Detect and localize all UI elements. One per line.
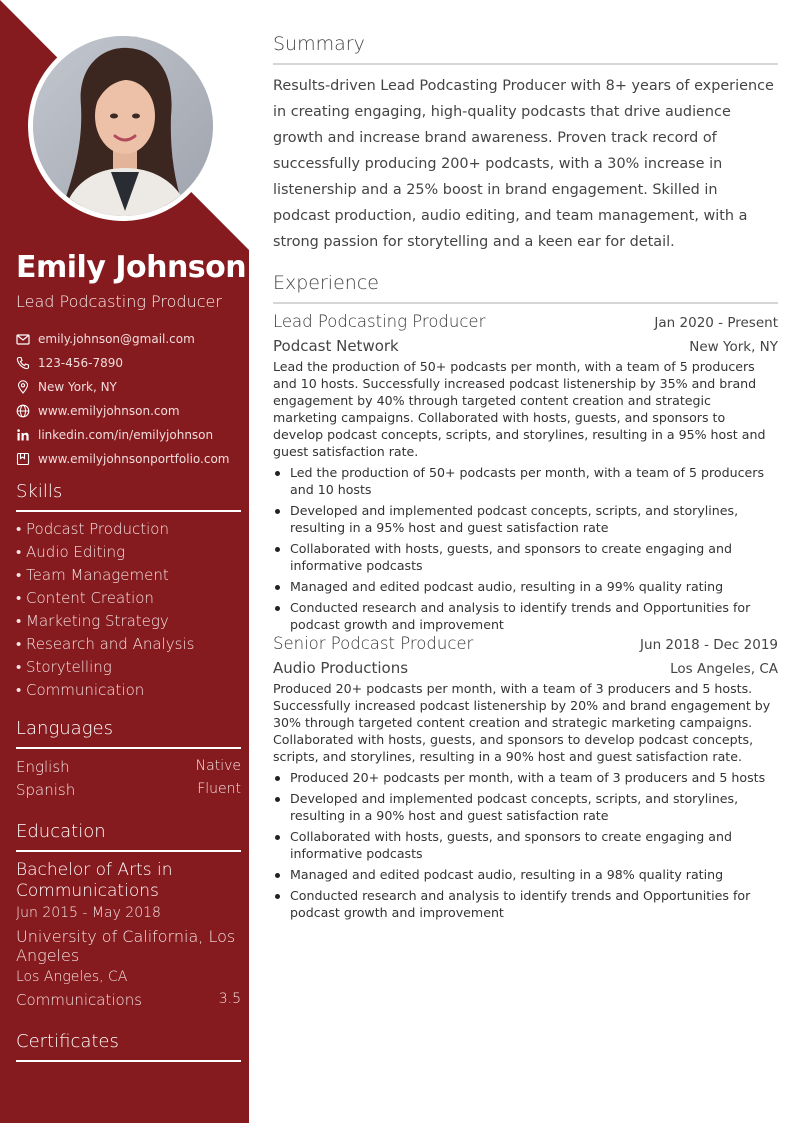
contact-phone-text: 123-456-7890 [38, 356, 124, 370]
job-bullet: Conducted research and analysis to identify trends and Opportunities for podcast growth and improvement [273, 599, 778, 633]
contact-email[interactable] [16, 327, 241, 351]
profile-photo-frame [28, 31, 218, 221]
language-level: Fluent [197, 781, 241, 797]
summary-heading: Summary [273, 33, 778, 65]
contact-location-text: New York, NY [38, 380, 117, 394]
contact-location [16, 375, 241, 399]
language-level: Native [195, 758, 241, 774]
job-bullets [273, 464, 778, 633]
job-location: Los Angeles, CA [670, 661, 778, 677]
skill-item: • Podcast Production [16, 520, 241, 543]
job-description: Lead the production of 50+ podcasts per month, with a team of 5 producers and 10 hosts. Successfully increased podcast listenership by 35% and brand engagement by 40% through targeted content creation and strategic marketing campaigns. Collaborated with hosts, guests, and sponsors to develop podcast concepts, scripts, and storylines, resulting in a 95% host and guest satisfaction rate. [273, 359, 766, 459]
phone-icon [16, 356, 30, 370]
contact-portfolio-text: www.emilyjohnsonportfolio.com [38, 452, 230, 466]
experience-entry [273, 312, 778, 637]
job-bullet: Led the production of 50+ podcasts per month, with a team of 5 producers and 10 hosts [273, 464, 778, 498]
job-bullet: Produced 20+ podcasts per month, with a team of 3 producers and 5 hosts [273, 769, 778, 786]
job-bullet: Managed and edited podcast audio, resulting in a 98% quality rating [273, 866, 778, 883]
skill-item: • Team Management [16, 566, 241, 589]
job-bullets [273, 769, 778, 921]
profile-photo [33, 36, 213, 216]
contact-website[interactable] [16, 399, 241, 423]
sidebar [0, 0, 249, 1123]
certificates-heading: Certificates [16, 1031, 241, 1062]
language-row [16, 781, 241, 799]
language-name: English [16, 758, 70, 776]
email-icon [16, 332, 30, 346]
education-location: Los Angeles, CA [16, 969, 128, 985]
experience-heading: Experience [273, 272, 778, 304]
contact-linkedin-text: linkedin.com/in/emilyjohnson [38, 428, 214, 442]
education-field-row [16, 991, 241, 1009]
skill-item: • Content Creation [16, 589, 241, 612]
education-degree: Bachelor of Arts in Communications [16, 860, 173, 901]
job-bullet: Conducted research and analysis to identify trends and Opportunities for podcast growth and improvement [273, 887, 778, 921]
contact-phone[interactable] [16, 351, 241, 375]
job-bullet: Developed and implemented podcast concepts, scripts, and storylines, resulting in a 95% host and guest satisfaction rate [273, 502, 778, 536]
skill-item: • Communication [16, 681, 241, 704]
skills-list [16, 520, 241, 704]
summary-text: Results-driven Lead Podcasting Producer with 8+ years of experience in creating engaging, high-quality podcasts that drive audience growth and increase brand awareness. Proven track record of successfully producing 200+ podcasts, with a 30% increase in listenership and a 25% boost in brand engagement. Skilled in podcast production, audio editing, and team management, with a strong passion for storytelling and a keen ear for detail. [273, 78, 774, 250]
skill-item: • Storytelling [16, 658, 241, 681]
job-dates: Jan 2020 - Present [654, 315, 778, 331]
candidate-name: Emily Johnson [16, 250, 247, 285]
job-title: Senior Podcast Producer [273, 634, 474, 653]
job-bullet: Collaborated with hosts, guests, and sponsors to create engaging and informative podcasts [273, 540, 778, 574]
contact-website-text: www.emilyjohnson.com [38, 404, 180, 418]
skill-item: • Research and Analysis [16, 635, 241, 658]
education-school: University of California, Los Angeles [16, 927, 236, 965]
language-name: Spanish [16, 781, 76, 799]
location-icon [16, 380, 30, 394]
education-dates: Jun 2015 - May 2018 [16, 905, 161, 921]
job-company: Podcast Network [273, 337, 399, 355]
education-gpa: 3.5 [218, 991, 241, 1007]
skills-heading: Skills [16, 481, 241, 512]
job-title: Lead Podcasting Producer [273, 312, 486, 331]
portfolio-icon [16, 452, 30, 466]
education-heading: Education [16, 821, 241, 852]
education-field: Communications [16, 991, 143, 1009]
skill-item: • Audio Editing [16, 543, 241, 566]
job-location: New York, NY [689, 339, 778, 355]
job-description: Produced 20+ podcasts per month, with a team of 3 producers and 5 hosts. Successfully increased podcast listenership by 20% and brand engagement by 30% through targeted content creation and strategic marketing campaigns. Collaborated with hosts, guests, and sponsors to develop podcast concepts, scripts, and storylines, resulting in a 90% host and guest satisfaction rate. [273, 681, 771, 764]
job-bullet: Collaborated with hosts, guests, and sponsors to create engaging and informative podcasts [273, 828, 778, 862]
experience-entry [273, 634, 778, 925]
contact-portfolio[interactable] [16, 447, 241, 471]
job-dates: Jun 2018 - Dec 2019 [640, 637, 778, 653]
contact-email-text: emily.johnson@gmail.com [38, 332, 195, 346]
contact-list [16, 327, 241, 471]
languages-heading: Languages [16, 718, 241, 749]
globe-icon [16, 404, 30, 418]
candidate-title: Lead Podcasting Producer [16, 292, 222, 311]
contact-linkedin[interactable] [16, 423, 241, 447]
job-company: Audio Productions [273, 659, 409, 677]
linkedin-icon [16, 428, 30, 442]
skill-item: • Marketing Strategy [16, 612, 241, 635]
profile-photo-illustration [33, 36, 213, 216]
language-row [16, 758, 241, 776]
job-bullet: Developed and implemented podcast concepts, scripts, and storylines, resulting in a 90% host and guest satisfaction rate [273, 790, 778, 824]
job-bullet: Managed and edited podcast audio, resulting in a 99% quality rating [273, 578, 778, 595]
